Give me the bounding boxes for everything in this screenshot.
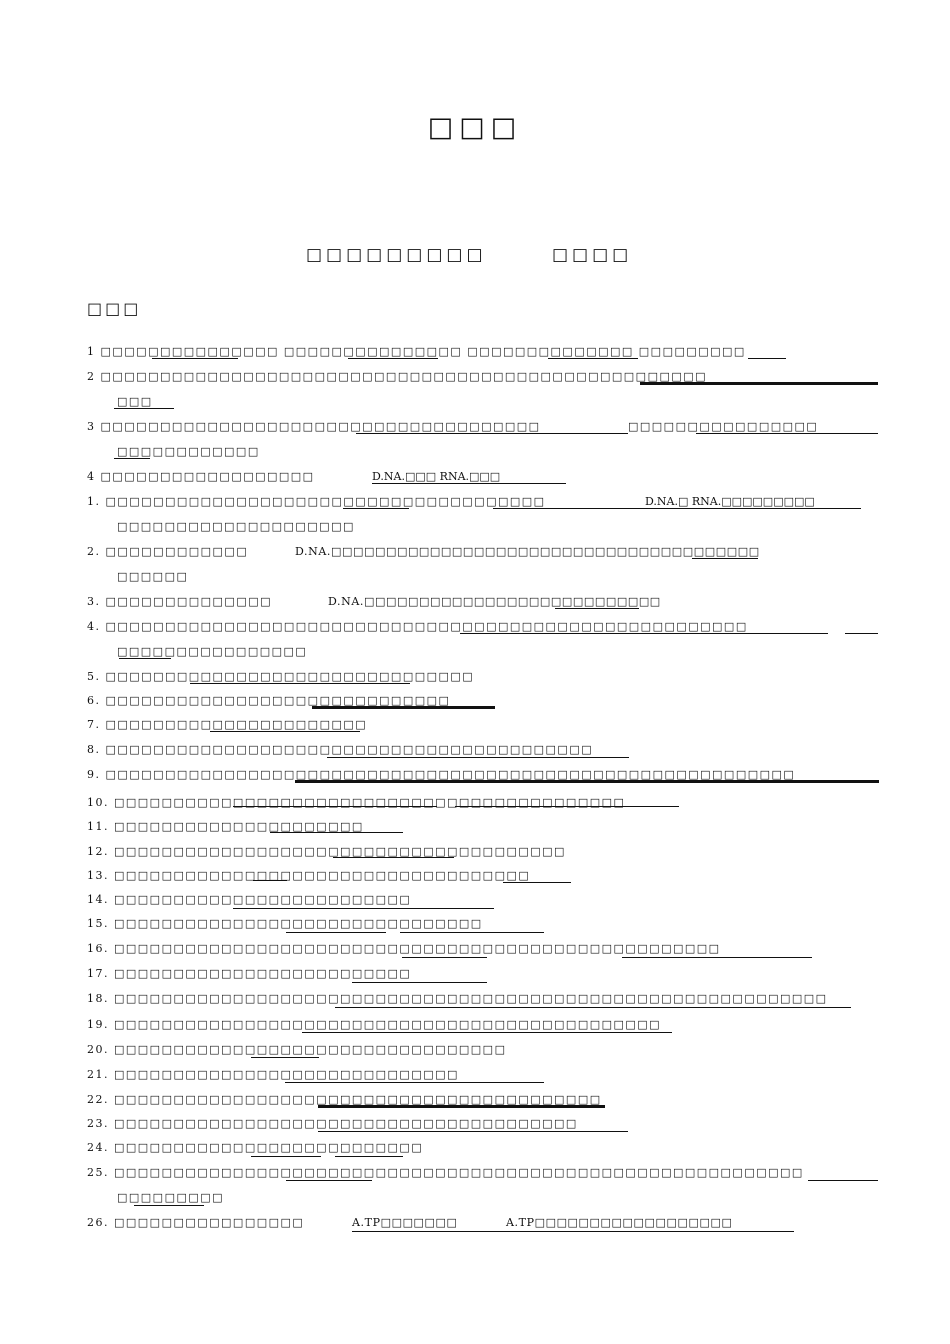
question-fragment: A.TP□□□□□□□□□□□□□□□□□□	[506, 1216, 733, 1229]
answer-blank	[318, 1131, 628, 1132]
answer-blank	[748, 358, 786, 359]
question-line: 19. □□□□□□□□□□□□□□□□□□□□□□□□□□□□□□□□□□□□□□□□□□□□□□	[87, 1018, 662, 1031]
answer-blank	[114, 408, 174, 409]
question-line: 26. □□□□□□□□□□□□□□□□	[87, 1216, 305, 1229]
section-heading: □□□	[87, 299, 142, 318]
answer-blank	[302, 1032, 672, 1033]
answer-blank	[119, 658, 171, 659]
answer-blank	[343, 508, 409, 509]
question-line: 3. □□□□□□□□□□□□□□	[87, 595, 272, 608]
answer-blank	[251, 1057, 319, 1058]
answer-blank	[190, 683, 410, 684]
question-line-continued: □□□	[117, 395, 153, 408]
question-line: 14. □□□□□□□□□□□□□□□□□□□□□□□□□	[87, 893, 412, 906]
question-line-continued: □□□□□□	[117, 570, 189, 583]
question-line: 24. □□□□□□□□□□□□□□□□□□□□□□□□□□	[87, 1141, 424, 1154]
subtitle-text-2: □□□□	[552, 245, 633, 265]
answer-blank	[503, 882, 571, 883]
answer-blank	[845, 633, 878, 634]
answer-blank	[460, 633, 828, 634]
question-line: 21. □□□□□□□□□□□□□□□□□□□□□□□□□□□□□	[87, 1068, 459, 1081]
answer-blank	[455, 806, 679, 807]
page-title: □□□	[427, 112, 523, 143]
answer-blank	[692, 558, 758, 559]
answer-blank	[555, 608, 639, 609]
question-line: 10. □□□□□□□□□□□□□□□□□□□□□□□□□□□□□□□□□□□□□□□□□□□	[87, 796, 626, 809]
question-line: 22. □□□□□□□□□□□□□□□□□□□□□□□□□□□□□□□□□□□□□□□□□	[87, 1093, 602, 1106]
subtitle-text: □□□□□□□□□	[306, 245, 487, 265]
question-line: 1 □□□□□□□□□□□□□□□ □□□□□□□□□□□□□□□ □□□□□□□□□□□□□□ □□□□□□□□□	[87, 345, 746, 358]
question-line: 3 □□□□□□□□□□□□□□□□□□□□□□□□□□□□□□□□□□□□□	[87, 420, 541, 433]
answer-blank	[333, 857, 454, 858]
question-line: 13. □□□□□□□□□□□□□□□□□□□□□□□□□□□□□□□□□□□	[87, 869, 531, 882]
answer-blank	[312, 706, 495, 709]
question-line: 18. □□□□□□□□□□□□□□□□□□□□□□□□□□□□□□□□□□□□□□□□□□□□□□□□□□□□□□□□□□□□	[87, 992, 828, 1005]
question-line: 11. □□□□□□□□□□□□□□□□□□□□□	[87, 820, 364, 833]
question-line: 17. □□□□□□□□□□□□□□□□□□□□□□□□□	[87, 967, 412, 980]
question-line: 2 □□□□□□□□□□□□□□□□□□□□□□□□□□□□□□□□□□□□□□□□□□□□□□□□□□□	[87, 370, 708, 383]
question-line: 9. □□□□□□□□□□□□□□□□□□□□□□□□□□□□□□□□□□□□□□□□□□□□□□□□□□□□□□□□□□	[87, 768, 796, 781]
answer-blank	[622, 957, 812, 958]
question-fragment: D.NA.□□□ RNA.□□□	[372, 470, 501, 483]
question-fragment: D.NA.□ RNA.□□□□□□□□□	[645, 495, 815, 508]
question-line: 20. □□□□□□□□□□□□□□□□□□□□□□□□□□□□□□□□□	[87, 1043, 507, 1056]
answer-blank	[548, 358, 638, 359]
question-line: 8. □□□□□□□□□□□□□□□□□□□□□□□□□□□□□□□□□□□□□□□□□	[87, 743, 594, 756]
answer-blank	[286, 932, 386, 933]
answer-blank	[335, 1156, 403, 1157]
answer-blank	[295, 780, 879, 783]
answer-blank	[493, 508, 861, 509]
question-line: 23. □□□□□□□□□□□□□□□□□□□□□□□□□□□□□□□□□□□□□□□	[87, 1117, 578, 1130]
answer-blank	[402, 957, 487, 958]
question-line: 16. □□□□□□□□□□□□□□□□□□□□□□□□□□□□□□□□□□□□□□□□□□□□□□□□□□□	[87, 942, 721, 955]
answer-blank	[372, 483, 566, 484]
answer-blank	[400, 932, 544, 933]
question-line-continued: □□□□□□□□□□□□□□□□□□□□	[117, 520, 355, 533]
question-fragment: □□□□□□□□□□□□□□□□	[628, 420, 819, 433]
answer-blank	[152, 358, 238, 359]
document-subtitle	[306, 245, 633, 265]
question-fragment: A.TP□□□□□□□	[352, 1216, 458, 1229]
question-line: 4 □□□□□□□□□□□□□□□□□□	[87, 470, 315, 483]
question-line: 4. □□□□□□□□□□□□□□□□□□□□□□□□□□□□□□□□□□□□□□□□□□□□□□□□□□□□□□	[87, 620, 748, 633]
question-line: 15. □□□□□□□□□□□□□□□□□□□□□□□□□□□□□□□	[87, 917, 483, 930]
answer-blank	[251, 1156, 321, 1157]
answer-blank	[134, 1205, 204, 1206]
answer-blank	[253, 880, 287, 881]
question-line: 7. □□□□□□□□□□□□□□□□□□□□□□	[87, 718, 368, 731]
answer-blank	[286, 1180, 372, 1181]
answer-blank	[335, 1007, 851, 1008]
answer-blank	[640, 382, 878, 385]
question-line: 6. □□□□□□□□□□□□□□□□□□□□□□□□□□□□□	[87, 694, 451, 707]
answer-blank	[808, 1180, 878, 1181]
answer-blank	[233, 908, 494, 909]
answer-blank	[270, 832, 403, 833]
question-fragment: D.NA.□□□□□□□□□□□□□□□□□□□□□□□□□□□□□□□□□□□□□□□	[295, 545, 760, 558]
answer-blank	[318, 1105, 605, 1108]
answer-blank	[348, 358, 438, 359]
question-line-continued: □□□□□□□□□□□□□□□□	[117, 645, 308, 658]
question-fragment: D.NA.□□□□□□□□□□□□□□□□□□□□□□□□□□□	[328, 595, 661, 608]
answer-blank	[210, 731, 360, 732]
question-line-continued: □□□□□□□□□	[117, 1191, 225, 1204]
question-line: 12. □□□□□□□□□□□□□□□□□□□□□□□□□□□□□□□□□□□□□□	[87, 845, 566, 858]
question-line-continued: □□□□□□□□□□□□	[117, 445, 260, 458]
answer-blank	[114, 458, 150, 459]
question-line: 5. □□□□□□□□□□□□□□□□□□□□□□□□□□□□□□□	[87, 670, 475, 683]
answer-blank	[696, 433, 878, 434]
question-line: 25. □□□□□□□□□□□□□□□□□□□□□□□□□□□□□□□□□□□□□□□□□□□□□□□□□□□□□□□□□□	[87, 1166, 804, 1179]
answer-blank	[327, 757, 629, 758]
question-line: 2. □□□□□□□□□□□□	[87, 545, 249, 558]
answer-blank	[285, 1082, 544, 1083]
answer-blank	[233, 806, 437, 807]
answer-blank	[356, 433, 628, 434]
answer-blank	[352, 982, 487, 983]
answer-blank	[352, 1231, 794, 1232]
question-line: 1. □□□□□□□□□□□□□□□□□□□□□□□□□□□□□□□□□□□□□	[87, 495, 546, 508]
